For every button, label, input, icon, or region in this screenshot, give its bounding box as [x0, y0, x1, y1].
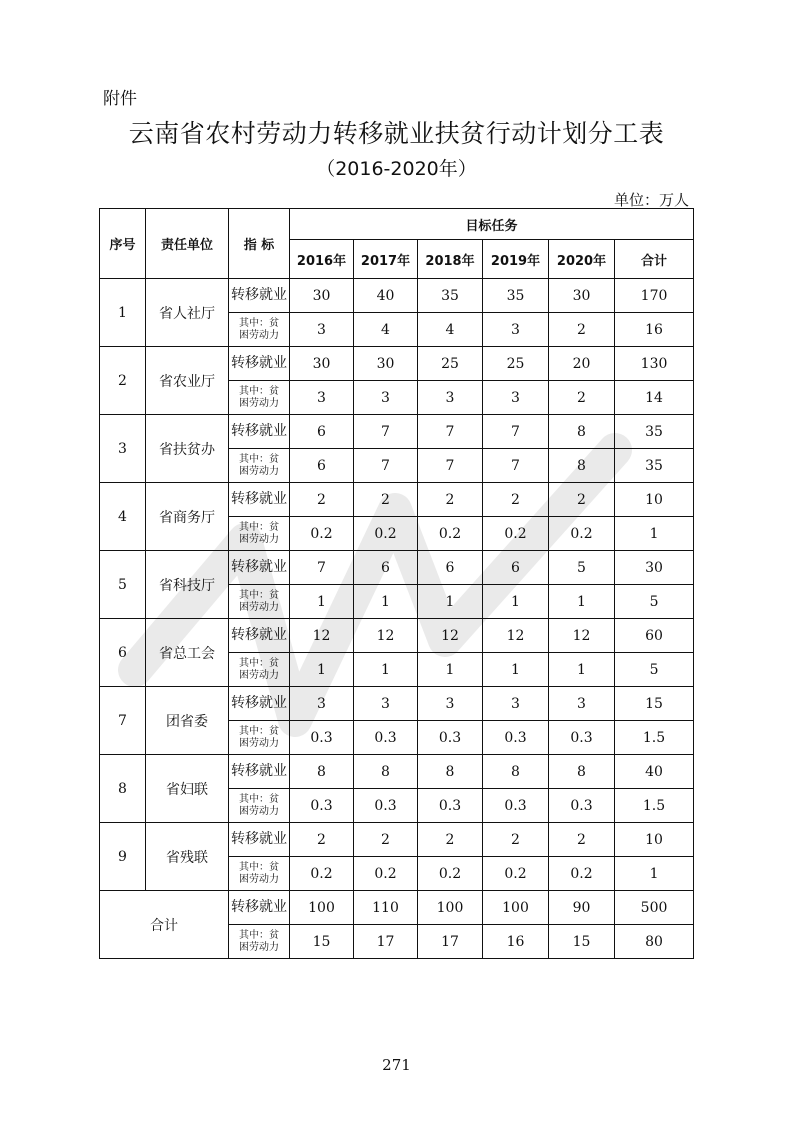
indicator-poor-line1: 其中：贫: [239, 861, 279, 873]
value-cell: 0.2: [483, 517, 549, 551]
indicator-transfer: 转移就业: [229, 891, 290, 925]
indicator-poor: [229, 653, 290, 687]
value-cell: 0.3: [354, 721, 418, 755]
header-year-2018: 2018年: [418, 240, 483, 279]
value-cell: 8: [290, 755, 354, 789]
value-cell: 2: [290, 823, 354, 857]
header-unit: 责任单位: [146, 209, 229, 279]
value-cell: 30: [290, 279, 354, 313]
value-cell: 80: [615, 925, 694, 959]
value-cell: 20: [549, 347, 615, 381]
value-cell: 1: [549, 585, 615, 619]
value-cell: 0.3: [354, 789, 418, 823]
row-seq: 3: [100, 415, 146, 483]
document-title: 云南省农村劳动力转移就业扶贫行动计划分工表: [128, 119, 665, 148]
value-cell: 2: [549, 313, 615, 347]
value-cell: 100: [290, 891, 354, 925]
value-cell: 7: [483, 415, 549, 449]
value-cell: 17: [354, 925, 418, 959]
indicator-poor: [229, 721, 290, 755]
indicator-poor: [229, 449, 290, 483]
row-seq: 7: [100, 687, 146, 755]
indicator-poor-line1: 其中：贫: [239, 725, 279, 737]
value-cell: 10: [615, 483, 694, 517]
value-cell: 5: [615, 585, 694, 619]
value-cell: 25: [418, 347, 483, 381]
indicator-poor-line2: 困劳动力: [239, 805, 279, 817]
value-cell: 3: [483, 381, 549, 415]
value-cell: 100: [483, 891, 549, 925]
value-cell: 1: [354, 585, 418, 619]
page-number: 271: [382, 1056, 411, 1074]
value-cell: 0.3: [483, 721, 549, 755]
value-cell: 8: [549, 449, 615, 483]
value-cell: 8: [549, 415, 615, 449]
value-cell: 0.3: [549, 789, 615, 823]
value-cell: 8: [418, 755, 483, 789]
value-cell: 6: [483, 551, 549, 585]
value-cell: 0.2: [354, 857, 418, 891]
value-cell: 7: [290, 551, 354, 585]
indicator-poor: [229, 789, 290, 823]
row-unit: 省科技厅: [146, 551, 229, 619]
value-cell: 12: [354, 619, 418, 653]
row-unit: 省妇联: [146, 755, 229, 823]
value-cell: 6: [290, 449, 354, 483]
header-total: 合计: [615, 240, 694, 279]
value-cell: 1: [483, 653, 549, 687]
value-cell: 1: [290, 585, 354, 619]
value-cell: 500: [615, 891, 694, 925]
value-cell: 0.2: [354, 517, 418, 551]
value-cell: 0.2: [483, 857, 549, 891]
row-unit: 团省委: [146, 687, 229, 755]
indicator-transfer: 转移就业: [229, 687, 290, 721]
table-body: [100, 279, 694, 959]
value-cell: 25: [483, 347, 549, 381]
value-cell: 10: [615, 823, 694, 857]
header-target-group: 目标任务: [290, 209, 694, 240]
value-cell: 100: [418, 891, 483, 925]
row-unit: 省人社厅: [146, 279, 229, 347]
value-cell: 3: [418, 687, 483, 721]
row-seq: 9: [100, 823, 146, 891]
value-cell: 16: [483, 925, 549, 959]
header-year-2016: 2016年: [290, 240, 354, 279]
value-cell: 7: [418, 415, 483, 449]
indicator-poor-line1: 其中：贫: [239, 521, 279, 533]
table-row: [100, 279, 694, 313]
value-cell: 0.2: [418, 517, 483, 551]
value-cell: 12: [290, 619, 354, 653]
value-cell: 170: [615, 279, 694, 313]
header-year-2019: 2019年: [483, 240, 549, 279]
value-cell: 0.3: [418, 789, 483, 823]
table-row: [100, 483, 694, 517]
table-row: [100, 415, 694, 449]
value-cell: 8: [354, 755, 418, 789]
indicator-poor-line1: 其中：贫: [239, 589, 279, 601]
value-cell: 35: [483, 279, 549, 313]
indicator-poor: [229, 585, 290, 619]
indicator-poor-line1: 其中：贫: [239, 317, 279, 329]
table-row: [100, 823, 694, 857]
value-cell: 30: [549, 279, 615, 313]
value-cell: 2: [290, 483, 354, 517]
row-unit: 省残联: [146, 823, 229, 891]
value-cell: 1: [418, 653, 483, 687]
indicator-poor-line2: 困劳动力: [239, 329, 279, 341]
value-cell: 40: [615, 755, 694, 789]
header-year-2017: 2017年: [354, 240, 418, 279]
value-cell: 1: [615, 857, 694, 891]
table-row: [100, 619, 694, 653]
indicator-transfer: 转移就业: [229, 823, 290, 857]
value-cell: 3: [354, 687, 418, 721]
value-cell: 6: [290, 415, 354, 449]
unit-note: 单位：万人: [613, 191, 689, 209]
value-cell: 2: [418, 823, 483, 857]
value-cell: 0.3: [290, 789, 354, 823]
value-cell: 3: [354, 381, 418, 415]
value-cell: 7: [354, 449, 418, 483]
indicator-poor: [229, 517, 290, 551]
value-cell: 0.2: [549, 857, 615, 891]
value-cell: 30: [290, 347, 354, 381]
value-cell: 7: [483, 449, 549, 483]
attachment-label: 附件: [103, 89, 137, 109]
value-cell: 2: [418, 483, 483, 517]
indicator-poor-line2: 困劳动力: [239, 669, 279, 681]
indicator-poor-line2: 困劳动力: [239, 737, 279, 749]
indicator-poor-line1: 其中：贫: [239, 657, 279, 669]
value-cell: 1.5: [615, 789, 694, 823]
row-seq: 4: [100, 483, 146, 551]
value-cell: 1: [290, 653, 354, 687]
value-cell: 5: [549, 551, 615, 585]
document-subtitle: （2016-2020年）: [316, 158, 477, 180]
value-cell: 5: [615, 653, 694, 687]
indicator-poor-line2: 困劳动力: [239, 465, 279, 477]
value-cell: 17: [418, 925, 483, 959]
indicator-transfer: 转移就业: [229, 755, 290, 789]
row-seq: 8: [100, 755, 146, 823]
row-unit: 省农业厅: [146, 347, 229, 415]
value-cell: 0.2: [290, 857, 354, 891]
value-cell: 7: [354, 415, 418, 449]
value-cell: 3: [290, 313, 354, 347]
total-row: [100, 891, 694, 925]
value-cell: 14: [615, 381, 694, 415]
indicator-poor-line2: 困劳动力: [239, 873, 279, 885]
indicator-transfer: 转移就业: [229, 279, 290, 313]
indicator-transfer: 转移就业: [229, 619, 290, 653]
value-cell: 7: [418, 449, 483, 483]
value-cell: 130: [615, 347, 694, 381]
row-seq: 6: [100, 619, 146, 687]
header-indicator: 指 标: [229, 209, 290, 279]
value-cell: 2: [483, 483, 549, 517]
value-cell: 30: [615, 551, 694, 585]
value-cell: 0.2: [418, 857, 483, 891]
value-cell: 2: [549, 381, 615, 415]
value-cell: 40: [354, 279, 418, 313]
indicator-poor-line1: 其中：贫: [239, 385, 279, 397]
row-unit: 省总工会: [146, 619, 229, 687]
value-cell: 6: [418, 551, 483, 585]
row-seq: 5: [100, 551, 146, 619]
table-row: [100, 347, 694, 381]
value-cell: 3: [418, 381, 483, 415]
row-seq: 2: [100, 347, 146, 415]
value-cell: 4: [354, 313, 418, 347]
value-cell: 2: [354, 483, 418, 517]
indicator-poor: [229, 313, 290, 347]
value-cell: 30: [354, 347, 418, 381]
value-cell: 8: [549, 755, 615, 789]
value-cell: 1: [418, 585, 483, 619]
value-cell: 2: [483, 823, 549, 857]
value-cell: 0.2: [290, 517, 354, 551]
value-cell: 1: [483, 585, 549, 619]
value-cell: 15: [290, 925, 354, 959]
value-cell: 0.2: [549, 517, 615, 551]
indicator-poor: [229, 925, 290, 959]
task-allocation-table: [99, 208, 694, 959]
value-cell: 60: [615, 619, 694, 653]
row-unit: 省扶贫办: [146, 415, 229, 483]
value-cell: 0.3: [483, 789, 549, 823]
indicator-transfer: 转移就业: [229, 483, 290, 517]
value-cell: 2: [549, 823, 615, 857]
value-cell: 15: [549, 925, 615, 959]
value-cell: 12: [483, 619, 549, 653]
indicator-poor-line2: 困劳动力: [239, 397, 279, 409]
indicator-poor-line1: 其中：贫: [239, 929, 279, 941]
value-cell: 90: [549, 891, 615, 925]
indicator-poor-line1: 其中：贫: [239, 453, 279, 465]
value-cell: 1.5: [615, 721, 694, 755]
header-seq: 序号: [100, 209, 146, 279]
value-cell: 12: [549, 619, 615, 653]
value-cell: 3: [290, 687, 354, 721]
indicator-transfer: 转移就业: [229, 347, 290, 381]
value-cell: 3: [483, 313, 549, 347]
value-cell: 2: [354, 823, 418, 857]
indicator-poor-line1: 其中：贫: [239, 793, 279, 805]
value-cell: 35: [418, 279, 483, 313]
value-cell: 110: [354, 891, 418, 925]
value-cell: 35: [615, 415, 694, 449]
indicator-poor-line2: 困劳动力: [239, 533, 279, 545]
indicator-transfer: 转移就业: [229, 551, 290, 585]
table-row: [100, 551, 694, 585]
value-cell: 12: [418, 619, 483, 653]
value-cell: 0.3: [418, 721, 483, 755]
value-cell: 15: [615, 687, 694, 721]
value-cell: 3: [549, 687, 615, 721]
value-cell: 3: [290, 381, 354, 415]
indicator-poor-line2: 困劳动力: [239, 941, 279, 953]
indicator-poor: [229, 381, 290, 415]
value-cell: 2: [549, 483, 615, 517]
row-unit: 省商务厅: [146, 483, 229, 551]
indicator-transfer: 转移就业: [229, 415, 290, 449]
value-cell: 3: [483, 687, 549, 721]
value-cell: 0.3: [549, 721, 615, 755]
value-cell: 4: [418, 313, 483, 347]
indicator-poor: [229, 857, 290, 891]
value-cell: 8: [483, 755, 549, 789]
value-cell: 35: [615, 449, 694, 483]
value-cell: 0.3: [290, 721, 354, 755]
value-cell: 1: [615, 517, 694, 551]
indicator-poor-line2: 困劳动力: [239, 601, 279, 613]
total-label: 合计: [100, 891, 229, 959]
value-cell: 1: [354, 653, 418, 687]
value-cell: 16: [615, 313, 694, 347]
table-row: [100, 755, 694, 789]
table-row: [100, 687, 694, 721]
value-cell: 1: [549, 653, 615, 687]
header-year-2020: 2020年: [549, 240, 615, 279]
row-seq: 1: [100, 279, 146, 347]
value-cell: 6: [354, 551, 418, 585]
